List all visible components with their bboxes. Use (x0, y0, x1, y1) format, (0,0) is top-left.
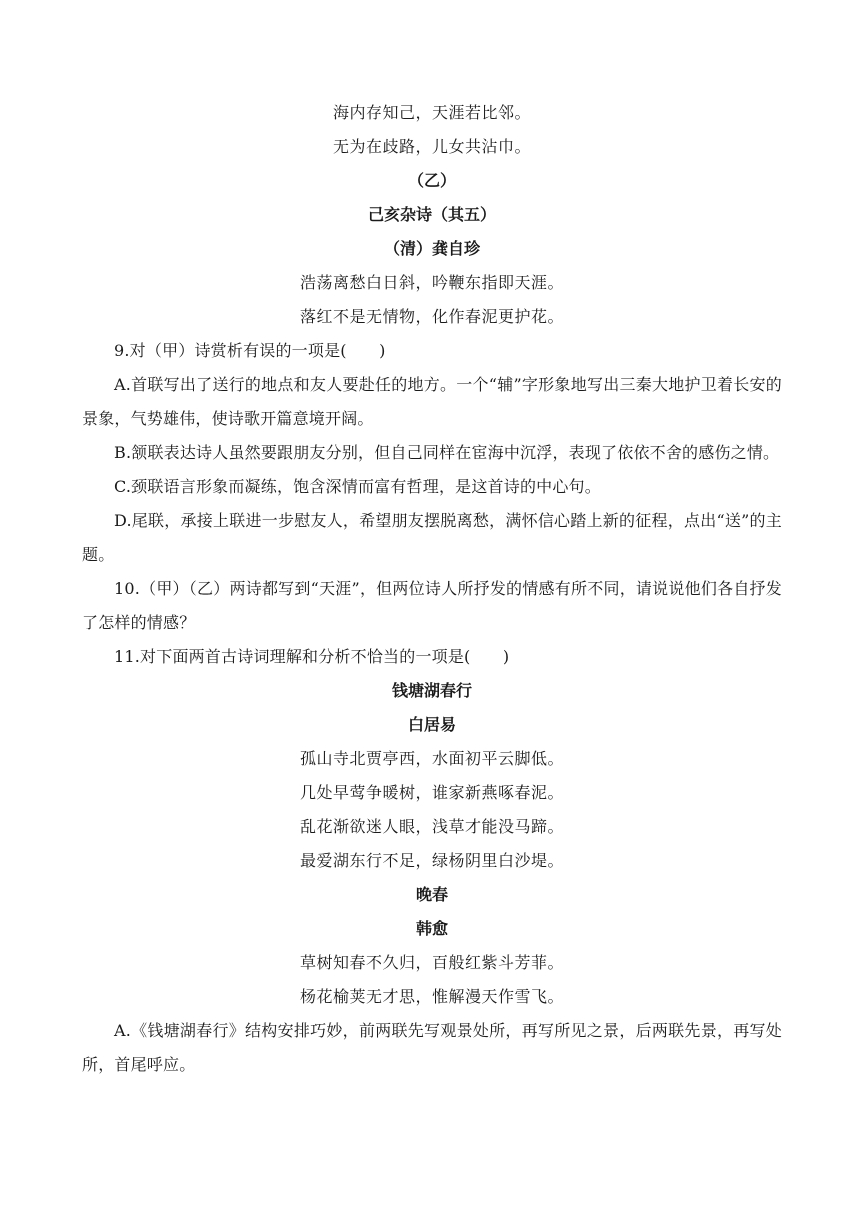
question-10-stem: 10.（甲）（乙）两诗都写到“天涯”，但两位诗人所抒发的情感有所不同，请说说他们各自抒发了怎样的情感？ (82, 579, 782, 632)
question-9-option-c: C.颈联语言形象而凝练，饱含深情而富有哲理，是这首诗的中心句。 (114, 477, 601, 496)
poem-wanchun-line: 草树知春不久归，百般红紫斗芳菲。 (299, 953, 564, 972)
poem-wanchun-line: 杨花榆荚无才思，惟解漫天作雪飞。 (299, 987, 564, 1006)
poem-yi-line: 落红不是无情物，化作春泥更护花。 (299, 307, 564, 326)
poem-qiantang-line: 最爱湖东行不足，绿杨阴里白沙堤。 (299, 851, 564, 870)
poem-wanchun-author: 韩愈 (415, 919, 448, 938)
poem-qiantang-title: 钱塘湖春行 (391, 681, 472, 700)
document-page (82, 96, 782, 1082)
poem-yi-line: 浩荡离愁白日斜，吟鞭东指即天涯。 (299, 273, 564, 292)
poem-qiantang-line: 乱花渐欲迷人眼，浅草才能没马蹄。 (299, 817, 564, 836)
poem-qiantang-line: 孤山寺北贾亭西，水面初平云脚低。 (299, 749, 564, 768)
poem-jia-line: 无为在歧路，儿女共沾巾。 (332, 137, 531, 156)
question-9-option-a: A.首联写出了送行的地点和友人要赴任的地方。一个“辅”字形象地写出三秦大地护卫着长安的景象，气势雄伟，使诗歌开篇意境开阔。 (82, 375, 782, 428)
question-11-stem: 11.对下面两首古诗词理解和分析不恰当的一项是( ) (114, 647, 510, 666)
poem-yi-title: 己亥杂诗（其五） (367, 205, 496, 224)
question-9-stem: 9.对（甲）诗赏析有误的一项是( ) (114, 341, 386, 360)
question-11-option-a: A.《钱塘湖春行》结构安排巧妙，前两联先写观景处所，再写所见之景，后两联先景，再写处所，首尾呼应。 (82, 1021, 782, 1074)
question-9-option-b: B.颔联表达诗人虽然要跟朋友分别，但自己同样在宦海中沉浮，表现了依依不舍的感伤之情。 (114, 443, 780, 462)
poem-qiantang-author: 白居易 (407, 715, 456, 734)
question-9-option-d: D.尾联，承接上联进一步慰友人，希望朋友摆脱离愁，满怀信心踏上新的征程，点出“送”的主题。 (82, 511, 782, 564)
poem-qiantang-line: 几处早莺争暖树，谁家新燕啄春泥。 (299, 783, 564, 802)
poem-jia-line: 海内存知己，天涯若比邻。 (332, 103, 531, 122)
poem-yi-author: （清）龚自珍 (383, 239, 480, 258)
poem-yi-label: （乙） (407, 171, 456, 190)
poem-wanchun-title: 晚春 (415, 885, 448, 904)
